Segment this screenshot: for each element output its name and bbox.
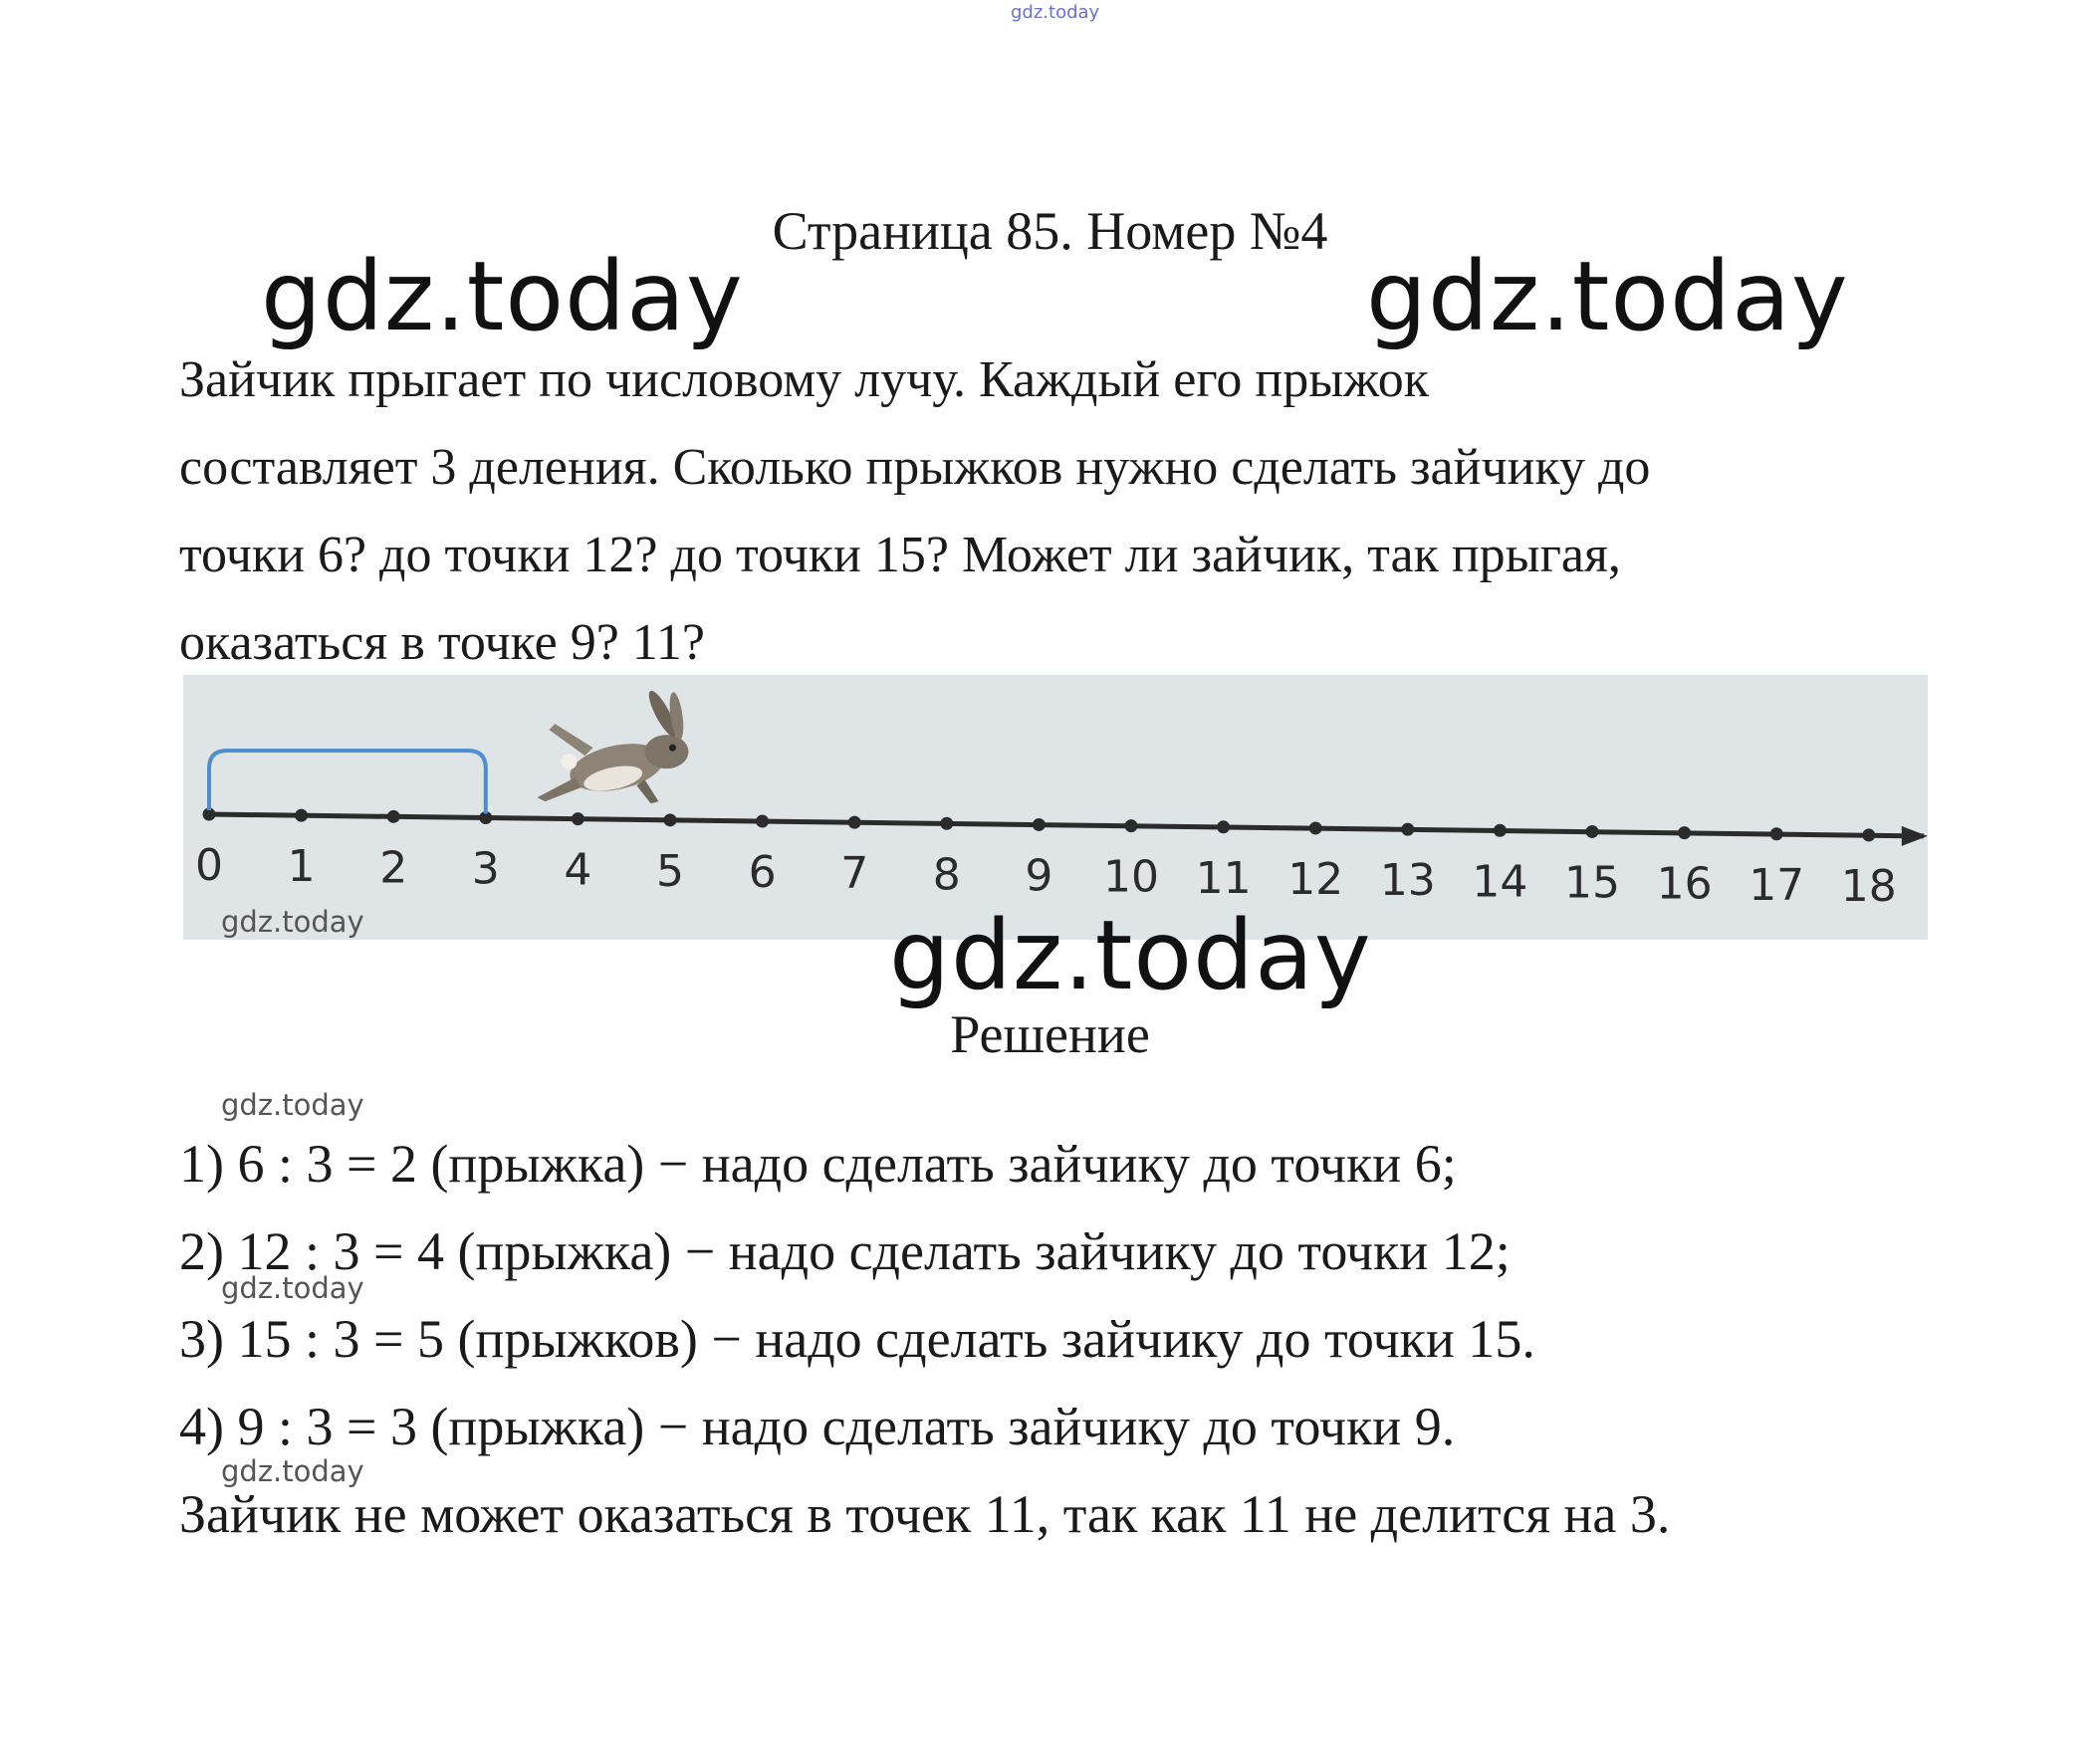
ray-label: 9 xyxy=(1025,850,1053,902)
ray-label: 15 xyxy=(1564,857,1620,909)
watermark-small: gdz.today xyxy=(221,1454,364,1488)
solution-line: 4) 9 : 3 = 3 (прыжка) − надо сделать зайчику до точки 9. xyxy=(179,1397,1456,1456)
ray-label: 12 xyxy=(1287,853,1344,905)
ray-point xyxy=(1494,824,1507,837)
solution-line: 1) 6 : 3 = 2 (прыжка) − надо сделать зайчику до точки 6; xyxy=(179,1134,1457,1194)
ray-label: 7 xyxy=(840,848,869,900)
ray-arrow-icon xyxy=(1902,826,1928,846)
watermark-large-left: gdz.today xyxy=(261,241,744,352)
ray-label: 16 xyxy=(1656,858,1713,910)
ray-point xyxy=(1770,827,1783,840)
ray-label: 6 xyxy=(748,846,777,898)
ray-point xyxy=(1401,823,1414,836)
ray-label: 3 xyxy=(471,843,500,895)
ray-point xyxy=(1125,819,1138,832)
ray-point xyxy=(387,810,400,823)
ray-label: 14 xyxy=(1472,856,1528,908)
ray-label: 1 xyxy=(287,841,316,893)
ray-point xyxy=(756,814,769,827)
ray-label: 18 xyxy=(1840,860,1897,912)
ray-point xyxy=(1586,825,1599,838)
task-text xyxy=(179,336,1972,687)
ray-label: 0 xyxy=(195,840,223,891)
ray-label: 17 xyxy=(1749,859,1805,911)
task-line: оказаться в точке 9? 11? xyxy=(179,614,705,671)
watermark-small: gdz.today xyxy=(221,1271,364,1305)
ray-point xyxy=(1217,820,1230,833)
ray-point xyxy=(1862,828,1875,841)
ray-point xyxy=(295,809,308,822)
watermark-large-center: gdz.today xyxy=(889,900,1372,1011)
watermark-small: gdz.today xyxy=(221,1088,364,1122)
ray-label: 4 xyxy=(564,844,592,896)
ray-label: 13 xyxy=(1379,855,1436,907)
watermark-small: gdz.today xyxy=(221,905,364,939)
ray-line xyxy=(209,814,1924,836)
task-line: точки 6? до точки 12? до точки 15? Может ли зайчик, так прыгая, xyxy=(179,527,1621,583)
ray-point xyxy=(572,812,584,825)
ray-point xyxy=(1309,821,1322,834)
bunny-icon xyxy=(537,688,688,803)
solution-text xyxy=(179,1120,1991,1558)
ray-label: 8 xyxy=(932,849,961,901)
task-line: составляет 3 деления. Сколько прыжков нужно сделать зайчику до xyxy=(179,439,1651,496)
task-line: Зайчик прыгает по числовому лучу. Каждый его прыжок xyxy=(179,351,1430,408)
page-title: Страница 85. Номер №4 xyxy=(772,201,1328,261)
ray-point xyxy=(1033,818,1046,831)
ray-point xyxy=(1678,826,1691,839)
ray-label: 2 xyxy=(379,842,408,894)
ray-label: 11 xyxy=(1195,852,1252,904)
solution-line: 3) 15 : 3 = 5 (прыжков) − надо сделать зайчику до точки 15. xyxy=(179,1309,1535,1369)
ray-point xyxy=(940,817,953,830)
jump-arc xyxy=(209,751,486,813)
ray-point xyxy=(664,813,677,826)
watermark-top: gdz.today xyxy=(1011,2,1100,23)
ray-point xyxy=(848,816,861,829)
watermark-large-right: gdz.today xyxy=(1366,241,1849,352)
solution-line: 2) 12 : 3 = 4 (прыжка) − надо сделать зайчику до точки 12; xyxy=(179,1221,1511,1281)
solution-title: Решение xyxy=(950,1004,1150,1064)
solution-conclusion: Зайчик не может оказаться в точек 11, так как 11 не делится на 3. xyxy=(179,1484,1671,1544)
ray-label: 5 xyxy=(656,845,684,897)
ray-label: 10 xyxy=(1103,851,1159,903)
